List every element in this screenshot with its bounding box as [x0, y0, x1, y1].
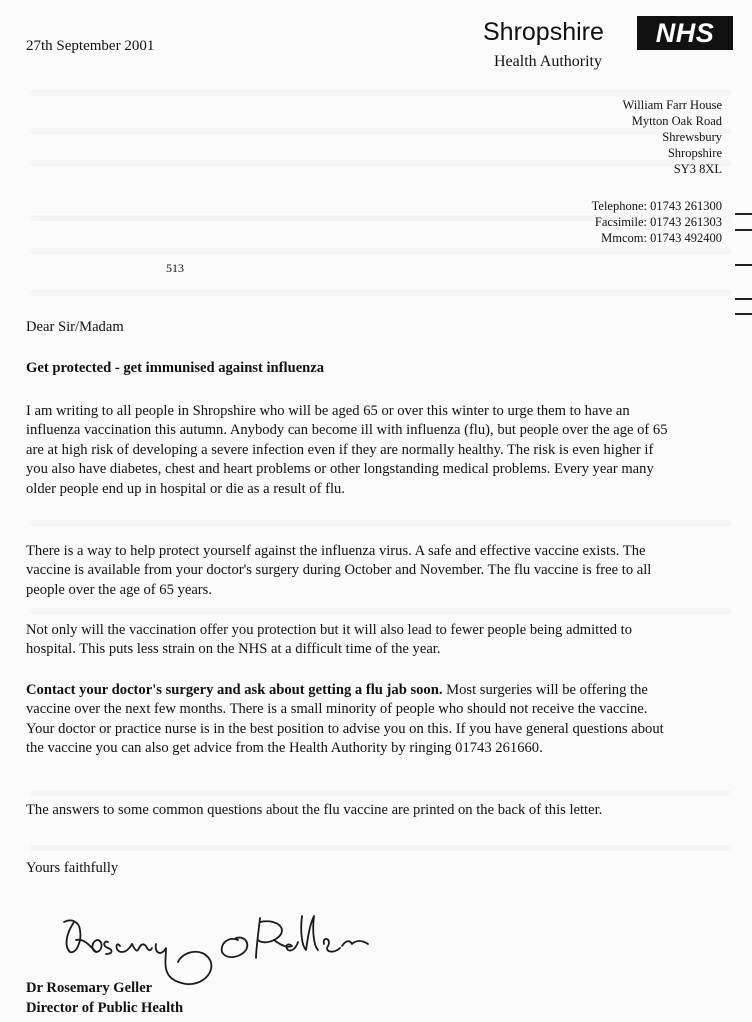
- salutation: Dear Sir/Madam: [26, 319, 124, 335]
- contact-numbers: [592, 198, 722, 246]
- show-through-line: [30, 608, 732, 614]
- paragraph: Not only will the vaccination offer you protection but it will also lead to fewer people being admitted to hospital. This puts less strain on the NHS at a difficult time of the year.: [26, 622, 633, 658]
- mmcom: Mmcom: 01743 492400: [601, 231, 722, 245]
- sender-address: [623, 97, 722, 177]
- organisation-name: Shropshire: [483, 18, 604, 46]
- fold-mark: [735, 213, 752, 215]
- paragraph-emphasis: Contact your doctor's surgery and ask about getting a flu jab soon.: [26, 682, 443, 698]
- show-through-line: [30, 790, 732, 796]
- signatory-name: Dr Rosemary Geller: [26, 980, 153, 996]
- handwritten-signature: [52, 896, 412, 988]
- paragraph-rest: Most surgeries will be offering the vaccine over the next few months. There is a small minority of people who should not receive the vaccine. Your doctor or practice nurse is in the best position to advise you on this. If you have general questions about the vaccine you can also get advice from the Health Authority by ringing 01743 261660.: [26, 682, 664, 757]
- telephone: Telephone: 01743 261300: [591, 199, 722, 213]
- paragraph: I am writing to all people in Shropshire who will be aged 65 or over this winter to urge them to have an influenza vaccination this autumn. Anybody can become ill with influenza (flu), but people over the age of 65 are at high risk of developing a severe infection even if they are normally healthy. The risk is even higher if you also have diabetes, chest and heart problems or other longstanding medical problems. Every year many older people end up in hospital or die as a result of flu.: [26, 403, 668, 497]
- reference-number: 513: [166, 261, 184, 275]
- paragraph: There is a way to help protect yourself against the influenza virus. A safe and effective vaccine exists. The vaccine is available from your doctor's surgery during October and November. The flu vaccine is free to all people over the age of 65 years.: [26, 543, 652, 598]
- fold-mark: [735, 264, 752, 266]
- paragraph: The answers to some common questions about the flu vaccine are printed on the back of this letter.: [26, 802, 603, 818]
- letter-heading: Get protected - get immunised against influenza: [26, 360, 325, 376]
- address-line: SY3 8XL: [673, 162, 722, 176]
- paragraph: [26, 681, 676, 759]
- address-line: Shrewsbury: [662, 130, 722, 144]
- show-through-line: [30, 90, 732, 96]
- fold-mark: [735, 298, 752, 300]
- organisation-subtitle: Health Authority: [494, 53, 602, 70]
- address-line: Shropshire: [667, 146, 722, 160]
- signatory-block: [26, 978, 183, 1018]
- fold-mark: [735, 313, 752, 315]
- nhs-logo: NHS: [637, 16, 733, 50]
- letter-date: 27th September 2001: [26, 38, 155, 54]
- address-line: William Farr House: [622, 98, 722, 112]
- fold-mark: [735, 229, 752, 231]
- signatory-title: Director of Public Health: [26, 1000, 184, 1016]
- facsimile: Facsimile: 01743 261303: [594, 215, 722, 229]
- show-through-line: [30, 290, 732, 296]
- show-through-line: [30, 248, 732, 254]
- closing: Yours faithfully: [26, 860, 119, 876]
- address-line: Mytton Oak Road: [631, 114, 722, 128]
- show-through-line: [30, 845, 732, 851]
- show-through-line: [30, 520, 732, 526]
